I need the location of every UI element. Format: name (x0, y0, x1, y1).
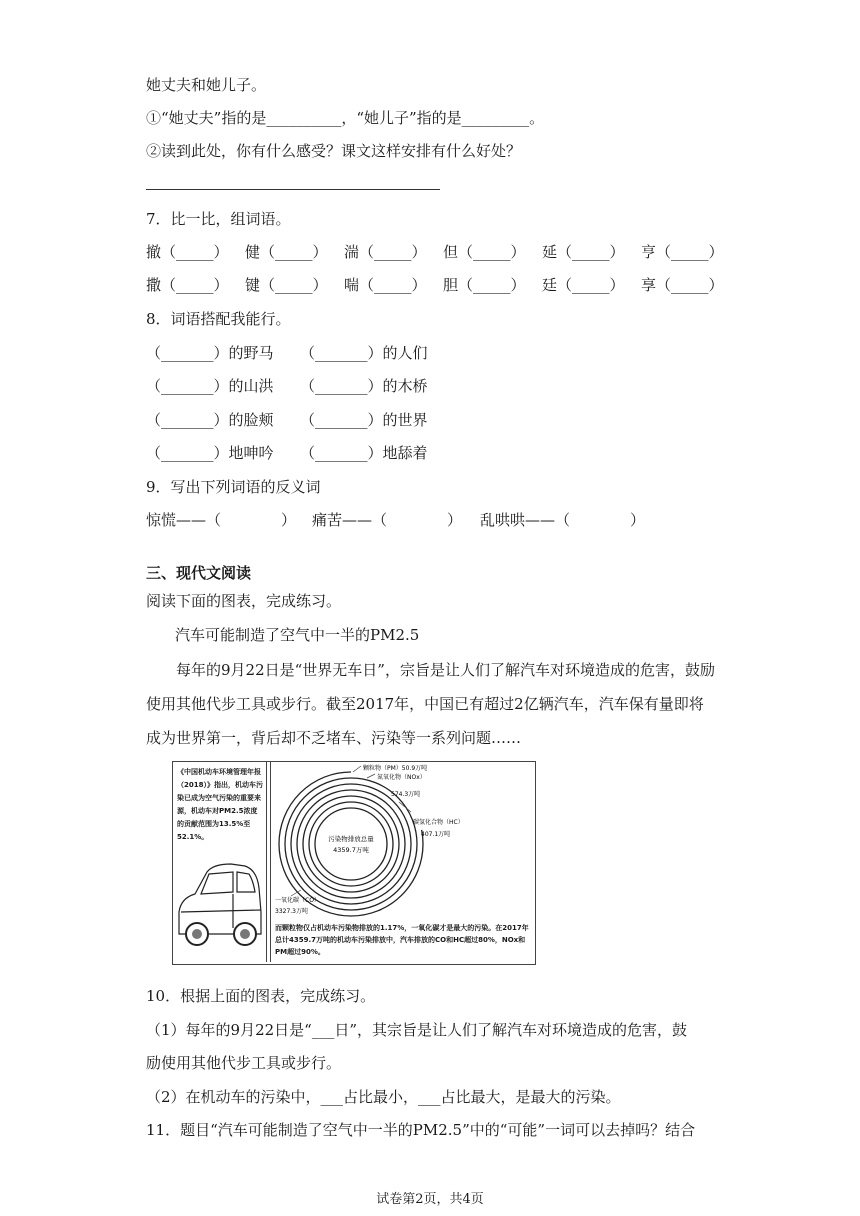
q8-item: （_______）地舔着 (300, 444, 428, 462)
q8-row (146, 443, 428, 463)
q9-item: 乱哄哄——（ ） (480, 511, 646, 529)
q7-item: 享（_____） (641, 276, 724, 294)
q7-item: 亨（_____） (641, 243, 724, 261)
q7-item: 但（_____） (443, 243, 526, 261)
q7-item: 撤（_____） (146, 243, 229, 261)
q7-row-2 (146, 275, 740, 295)
figure-caption: 而颗粒物仅占机动车污染物排放的1.17%，一氧化碳才是最大的污染。在2017年总计4359.7万吨的机动车污染排放中，汽车排放的CO和HC超过80%，NOx和PM超过90%。 (275, 924, 529, 956)
q8-item: （_______）地呻吟 (146, 444, 274, 462)
q8-row (146, 343, 428, 363)
hc-value: 407.1万吨 (421, 831, 451, 838)
q7-item: 键（_____） (245, 276, 328, 294)
car-illustration (173, 762, 266, 962)
section-heading: 三、现代文阅读 (146, 564, 252, 582)
figure-infographic (172, 761, 536, 965)
answer-line (146, 189, 440, 190)
q7-item: 健（_____） (245, 243, 328, 261)
q9-item: 惊慌——（ ） (146, 511, 297, 529)
passage-title: 汽车可能制造了空气中一半的PM2.5 (175, 626, 420, 644)
q9-row (146, 510, 645, 530)
q7-item: 湍（_____） (344, 243, 427, 261)
figure-left-text: 《中国机动车环境管理年报（2018）》指出，机动车污染已成为空气污染的重要来源，机动车对PM2.5浓度的贡献范围为13.5%至52.1%。 (177, 768, 263, 841)
q8-row (146, 410, 428, 430)
text-line: 她丈夫和她儿子。 (146, 76, 267, 94)
center-label: 污染物排放总量 (328, 835, 374, 843)
q8-item: （_______）的世界 (300, 411, 428, 429)
q8-item: （_______）的山洪 (146, 377, 274, 395)
question-6-1: ①“她丈夫”指的是__________，“她儿子”指的是_________。 (146, 109, 545, 127)
nox-value: 574.3万吨 (391, 791, 421, 798)
question-10-1-cont: 励使用其他代步工具或步行。 (146, 1054, 342, 1072)
q7-item: 喘（_____） (344, 276, 427, 294)
q8-item: （_______）的脸颊 (146, 411, 274, 429)
q9-item: 痛苦——（ ） (312, 511, 463, 529)
question-9: 9．写出下列词语的反义词 (146, 478, 321, 496)
q8-item: （_______）的人们 (300, 344, 428, 362)
question-7: 7．比一比，组词语。 (146, 210, 291, 228)
hc-label: 碳氢化合物（HC） (413, 819, 464, 826)
question-8: 8．词语搭配我能行。 (146, 310, 291, 328)
q8-item: （_______）的木桥 (300, 377, 428, 395)
question-6-2: ②读到此处，你有什么感受？课文这样安排有什么好处？ (146, 142, 522, 160)
q7-item: 胆（_____） (443, 276, 526, 294)
question-10-1: （1）每年的9月22日是“___日”，其宗旨是让人们了解汽车对环境造成的危害，鼓 (146, 1021, 688, 1039)
section-intro: 阅读下面的图表，完成练习。 (146, 592, 342, 610)
question-11: 11．题目“汽车可能制造了空气中一半的PM2.5”中的“可能”一词可以去掉吗？结合 (146, 1121, 696, 1139)
q8-item: （_______）的野马 (146, 344, 274, 362)
page-footer: 试卷第2页，共4页 (376, 1192, 484, 1207)
q7-row-1 (146, 242, 740, 262)
passage-paragraph: 每年的9月22日是“世界无车日”，宗旨是让人们了解汽车对环境造成的危害，鼓励使用其他代步工具或步行。截至2017年，中国已有超过2亿辆汽车，汽车保有量即将成为世界第一，背后却不乏堵车、污染等一系列问题…… (146, 661, 715, 747)
co-label: 一氧化碳（CO） (275, 897, 320, 904)
q8-row (146, 376, 428, 396)
question-10: 10．根据上面的图表，完成练习。 (146, 987, 376, 1005)
q7-item: 廷（_____） (542, 276, 625, 294)
pm-label: 颗粒物（PM）50.9万吨 (363, 765, 428, 772)
nox-label: 氮氧化物（NOx） (377, 774, 426, 781)
q7-item: 撒（_____） (146, 276, 229, 294)
figure-left-panel (173, 762, 267, 962)
figure-right-panel (270, 762, 535, 962)
question-10-2: （2）在机动车的污染中，___占比最小，___占比最大，是最大的污染。 (146, 1088, 621, 1106)
co-value: 3327.3万吨 (275, 908, 308, 915)
q7-item: 延（_____） (542, 243, 625, 261)
center-value: 4359.7万吨 (333, 846, 369, 854)
